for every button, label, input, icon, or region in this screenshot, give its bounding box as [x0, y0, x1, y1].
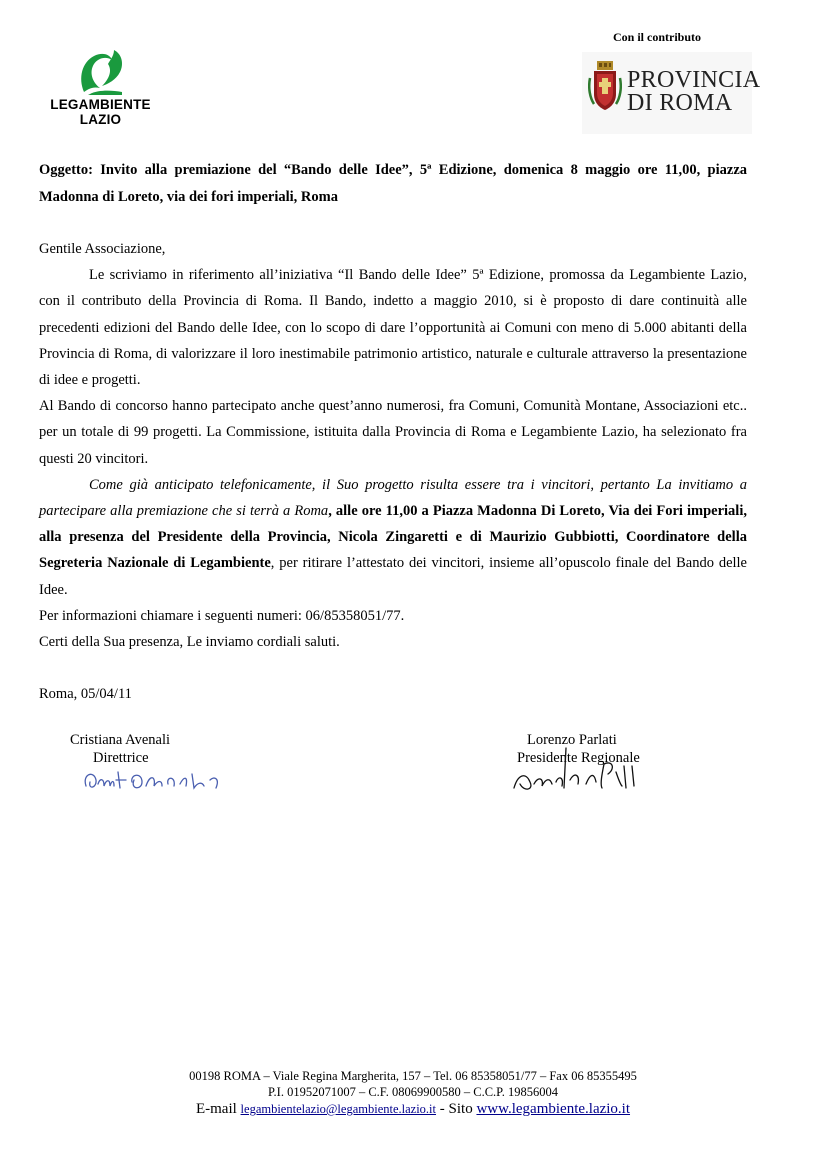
- invitation-rest: , per ritirare l’attestato dei vincitori, insieme all’opuscolo finale del Bando delle Idee.: [39, 555, 747, 598]
- swan-logo-icon: [76, 48, 126, 96]
- email-link[interactable]: legambientelazio@legambiente.lazio.it: [240, 1102, 437, 1116]
- paragraph-participation: Al Bando di concorso hanno partecipato anche quest’anno numerosi, fra Comuni, Comunità Montane, Associazioni etc.. per un totale di 99 progetti. La Commissione, istituita dalla Provincia di Roma e Legambiente Lazio, ha selezionato fra questi 20 vincitori.: [39, 398, 747, 467]
- website-link[interactable]: www.legambiente.lazio.it: [476, 1101, 631, 1117]
- invitation-bold: , alle ore 11,00 a Piazza Madonna Di Loreto, Via dei Fori imperiali, alla presenza del Presidente della Provincia, Nicola Zingaretti e di Maurizio Gubbiotti, Coordinatore della Segreteria Nazionale di Legambiente: [39, 503, 747, 572]
- place-date: Roma, 05/04/11: [39, 686, 132, 703]
- invitation-italic: Come già anticipato telefonicamente, il Suo progetto risulta essere tra i vincitori, pertanto La invitiamo a partecipare alla premiazione che si terrà a Roma: [39, 476, 747, 520]
- footer-tax-info: P.I. 01952071007 – C.F. 08069900580 – C.C.P. 19856004: [267, 1085, 558, 1099]
- right-signer-role: Presidente Regionale: [517, 750, 640, 766]
- closing: Certi della Sua presenza, Le inviamo cordiali saluti.: [39, 634, 340, 651]
- org-region: LAZIO: [79, 112, 122, 127]
- legambiente-logo: [38, 48, 163, 130]
- left-signer-name: Cristiana Avenali: [70, 732, 170, 748]
- subject-line: Oggetto: Invito alla premiazione del “Bando delle Idee”, 5ª Edizione, domenica 8 maggio ore 11,00, piazza Madonna di Loreto, via dei fori imperiali, Roma: [39, 162, 747, 205]
- right-signature-icon: [508, 744, 648, 796]
- province-name: PROVINCIA: [627, 67, 761, 93]
- contribution-label: Con il contributo: [613, 30, 702, 44]
- left-signature-icon: [80, 760, 230, 800]
- footer-contacts: [0, 1101, 826, 1118]
- paragraph-intro: Le scriviamo in riferimento all’iniziativa “Il Bando delle Idee” 5ª Edizione, promossa da Legambiente Lazio, con il contributo della Provincia di Roma. Il Bando, indetto a maggio 2010, si è proposto di dare continuità alle precedenti edizioni del Bando delle Idee, con lo scopo di dare l’opportunità ai Comuni con meno di 5.000 abitanti della Provincia di Roma, di valorizzare il loro inestimabile patrimonio artistico, naturale e culturale attraverso la presentazione di idee e progetti.: [39, 267, 747, 389]
- email-label: E-mail: [195, 1101, 241, 1117]
- right-signer-name: Lorenzo Parlati: [527, 732, 617, 748]
- org-name: LEGAMBIENTE: [50, 97, 151, 112]
- left-signer-role: Direttrice: [93, 750, 149, 766]
- footer-address: 00198 ROMA – Viale Regina Margherita, 157 – Tel. 06 85358051/77 – Fax 06 85355495: [189, 1069, 637, 1083]
- crest-icon: [588, 60, 622, 112]
- contact-info: Per informazioni chiamare i seguenti numeri: 06/85358051/77.: [39, 607, 405, 624]
- letter-body: [39, 236, 747, 707]
- site-label: - Sito: [436, 1101, 477, 1117]
- salutation: Gentile Associazione,: [39, 241, 166, 257]
- paragraph-invitation: [39, 472, 747, 603]
- province-city: DI ROMA: [627, 90, 733, 116]
- provincia-logo: [582, 52, 761, 134]
